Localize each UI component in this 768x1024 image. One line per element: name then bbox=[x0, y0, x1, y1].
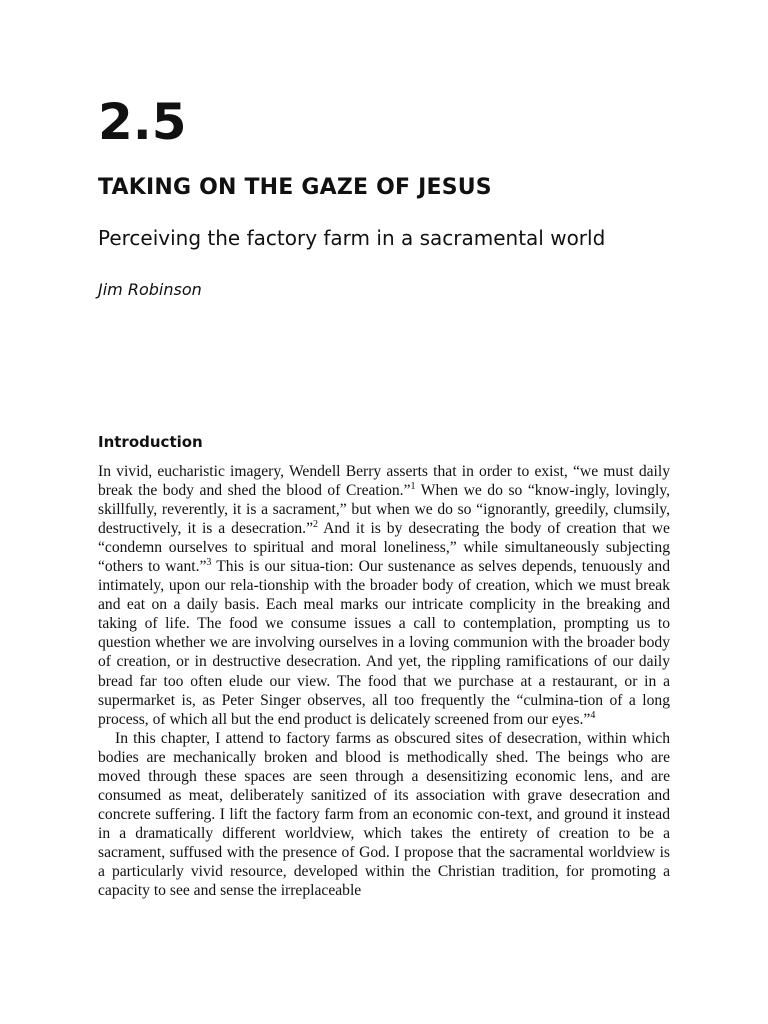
footnote-marker: 3 bbox=[206, 557, 212, 569]
footnote-marker: 1 bbox=[410, 481, 416, 493]
chapter-title: TAKING ON THE GAZE OF JESUS bbox=[98, 175, 492, 200]
paragraph-2 bbox=[98, 729, 670, 900]
body-text bbox=[98, 462, 670, 900]
paragraph-text: This is our situa-tion: Our sustenance as selves depends, tenuously and intimately, upon our rela-tionship with the broader body of creation, which we must break and eat on a daily basis. Each meal marks our intricate complicity in the breaking and taking of life. The food we consume issues a call to contemplation, prompting us to question whether we are involving ourselves in a loving communion with the broader body of creation, or in destructive desecration. And yet, the rippling ramifications of our daily bread far too often elude our view. The food that we purchase at a restaurant, or in a supermarket is, as Peter Singer observes, all too frequently the “culmina-tion of a long process, of which all but the end product is delicately screened from our eyes.” bbox=[98, 558, 670, 728]
chapter-number: 2.5 bbox=[98, 93, 187, 151]
footnote-marker: 4 bbox=[590, 709, 596, 721]
paragraph-text: In vivid, eucharistic imagery, Wendell Berry asserts that in order to exist, “we must daily break the body and shed the blood of Creation.” bbox=[98, 463, 670, 500]
chapter-subtitle: Perceiving the factory farm in a sacramental world bbox=[98, 226, 606, 250]
section-heading: Introduction bbox=[98, 433, 203, 451]
author-name: Jim Robinson bbox=[98, 280, 202, 299]
footnote-marker: 2 bbox=[313, 519, 318, 531]
paragraph-text: And it is by desecrating the body of creation that we “condemn ourselves to spiritual and moral loneliness,” while simultaneously subjecting “others to want.” bbox=[98, 520, 670, 576]
paragraph-text: When we do so “know-ingly, lovingly, skillfully, reverently, it is a sacrament,” but when we do so “ignorantly, greedily, clumsily, destructively, it is a desecration.” bbox=[98, 482, 671, 538]
paragraph-text: In this chapter, I attend to factory farms as obscured sites of desecration, within which bodies are mechanically broken and blood is methodically shed. The beings who are moved through these spaces are seen through a desensitizing economic lens, and are consumed as meat, deliberately sanitized of its association with grave desecration and concrete suffering. I lift the factory farm from an economic con-text, and ground it instead in a dramatically different worldview, which takes the entirety of creation to be a sacrament, suffused with the presence of God. I propose that the sacramental worldview is a particularly vivid resource, developed within the Christian tradition, for promoting a capacity to see and sense the irreplaceable bbox=[98, 729, 670, 900]
paragraph-1 bbox=[98, 462, 670, 729]
